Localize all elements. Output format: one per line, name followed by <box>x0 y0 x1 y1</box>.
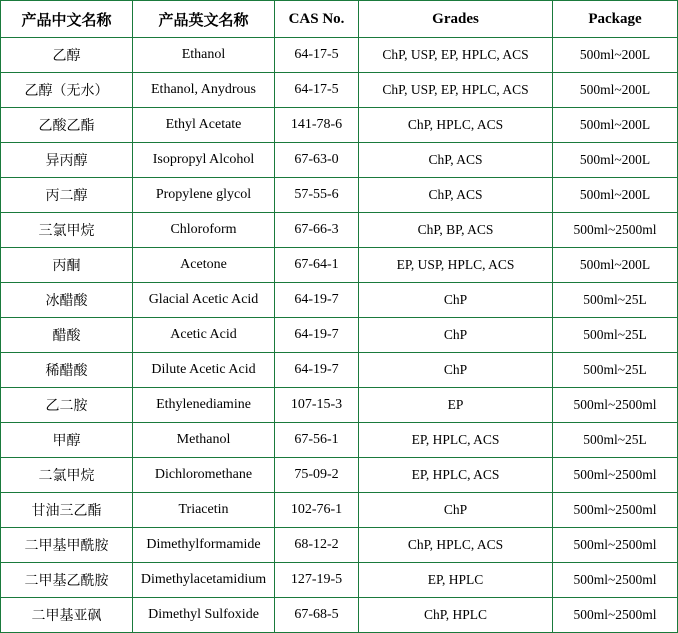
cell-package: 500ml~2500ml <box>553 493 678 528</box>
cell-package: 500ml~2500ml <box>553 458 678 493</box>
cell-chinese-name: 丙二醇 <box>1 178 133 213</box>
cell-cas-no: 64-19-7 <box>275 353 359 388</box>
cell-english-name: Acetone <box>133 248 275 283</box>
cell-cas-no: 67-68-5 <box>275 598 359 633</box>
cell-cas-no: 64-19-7 <box>275 318 359 353</box>
column-header-chinese-name: 产品中文名称 <box>1 1 133 38</box>
column-header-cas-no: CAS No. <box>275 1 359 38</box>
cell-grades: EP, HPLC, ACS <box>359 458 553 493</box>
table-row <box>1 73 678 108</box>
table-row <box>1 108 678 143</box>
column-header-english-name: 产品英文名称 <box>133 1 275 38</box>
column-header-grades: Grades <box>359 1 553 38</box>
cell-chinese-name: 丙酮 <box>1 248 133 283</box>
cell-chinese-name: 甲醇 <box>1 423 133 458</box>
table-header <box>1 1 678 38</box>
cell-package: 500ml~200L <box>553 108 678 143</box>
cell-grades: EP, USP, HPLC, ACS <box>359 248 553 283</box>
cell-chinese-name: 异丙醇 <box>1 143 133 178</box>
cell-english-name: Glacial Acetic Acid <box>133 283 275 318</box>
cell-package: 500ml~2500ml <box>553 598 678 633</box>
cell-cas-no: 64-17-5 <box>275 38 359 73</box>
cell-cas-no: 68-12-2 <box>275 528 359 563</box>
cell-chinese-name: 乙醇（无水） <box>1 73 133 108</box>
table-row <box>1 38 678 73</box>
cell-cas-no: 64-17-5 <box>275 73 359 108</box>
cell-chinese-name: 三氯甲烷 <box>1 213 133 248</box>
cell-package: 500ml~2500ml <box>553 528 678 563</box>
cell-chinese-name: 醋酸 <box>1 318 133 353</box>
cell-package: 500ml~200L <box>553 143 678 178</box>
table-row <box>1 318 678 353</box>
cell-package: 500ml~200L <box>553 38 678 73</box>
cell-english-name: Triacetin <box>133 493 275 528</box>
cell-grades: ChP <box>359 493 553 528</box>
cell-english-name: Ethanol, Anydrous <box>133 73 275 108</box>
table-row <box>1 458 678 493</box>
cell-package: 500ml~200L <box>553 73 678 108</box>
cell-english-name: Dimethyl Sulfoxide <box>133 598 275 633</box>
cell-english-name: Dilute Acetic Acid <box>133 353 275 388</box>
table-row <box>1 178 678 213</box>
table-row <box>1 213 678 248</box>
cell-cas-no: 75-09-2 <box>275 458 359 493</box>
cell-cas-no: 102-76-1 <box>275 493 359 528</box>
cell-english-name: Ethylenediamine <box>133 388 275 423</box>
cell-chinese-name: 冰醋酸 <box>1 283 133 318</box>
table-header-row <box>1 1 678 38</box>
cell-grades: EP, HPLC <box>359 563 553 598</box>
cell-cas-no: 67-64-1 <box>275 248 359 283</box>
cell-english-name: Propylene glycol <box>133 178 275 213</box>
cell-grades: EP <box>359 388 553 423</box>
cell-cas-no: 127-19-5 <box>275 563 359 598</box>
cell-grades: ChP, HPLC, ACS <box>359 528 553 563</box>
table-row <box>1 598 678 633</box>
cell-chinese-name: 二甲基甲酰胺 <box>1 528 133 563</box>
table-row <box>1 563 678 598</box>
cell-chinese-name: 乙酸乙酯 <box>1 108 133 143</box>
cell-chinese-name: 二甲基亚砜 <box>1 598 133 633</box>
table-row <box>1 283 678 318</box>
table-row <box>1 423 678 458</box>
cell-grades: ChP <box>359 318 553 353</box>
cell-grades: ChP, BP, ACS <box>359 213 553 248</box>
cell-package: 500ml~2500ml <box>553 388 678 423</box>
cell-grades: ChP <box>359 353 553 388</box>
cell-cas-no: 107-15-3 <box>275 388 359 423</box>
table-row <box>1 248 678 283</box>
table-row <box>1 528 678 563</box>
cell-grades: ChP, HPLC, ACS <box>359 108 553 143</box>
cell-english-name: Dichloromethane <box>133 458 275 493</box>
cell-grades: ChP, ACS <box>359 178 553 213</box>
cell-cas-no: 57-55-6 <box>275 178 359 213</box>
cell-english-name: Methanol <box>133 423 275 458</box>
cell-package: 500ml~2500ml <box>553 213 678 248</box>
cell-package: 500ml~2500ml <box>553 563 678 598</box>
cell-package: 500ml~200L <box>553 178 678 213</box>
cell-chinese-name: 乙二胺 <box>1 388 133 423</box>
table-row <box>1 388 678 423</box>
cell-grades: ChP <box>359 283 553 318</box>
cell-grades: ChP, USP, EP, HPLC, ACS <box>359 73 553 108</box>
cell-package: 500ml~25L <box>553 353 678 388</box>
table-row <box>1 493 678 528</box>
cell-english-name: Dimethylformamide <box>133 528 275 563</box>
cell-package: 500ml~25L <box>553 423 678 458</box>
cell-english-name: Isopropyl Alcohol <box>133 143 275 178</box>
cell-english-name: Dimethylacetamidium <box>133 563 275 598</box>
table-row <box>1 143 678 178</box>
cell-chinese-name: 稀醋酸 <box>1 353 133 388</box>
cell-package: 500ml~25L <box>553 318 678 353</box>
cell-grades: EP, HPLC, ACS <box>359 423 553 458</box>
cell-chinese-name: 甘油三乙酯 <box>1 493 133 528</box>
cell-cas-no: 64-19-7 <box>275 283 359 318</box>
cell-cas-no: 67-56-1 <box>275 423 359 458</box>
cell-grades: ChP, ACS <box>359 143 553 178</box>
cell-grades: ChP, HPLC <box>359 598 553 633</box>
table-row <box>1 353 678 388</box>
cell-chinese-name: 乙醇 <box>1 38 133 73</box>
cell-english-name: Acetic Acid <box>133 318 275 353</box>
table-body <box>1 38 678 633</box>
cell-cas-no: 67-63-0 <box>275 143 359 178</box>
cell-package: 500ml~25L <box>553 283 678 318</box>
cell-english-name: Ethanol <box>133 38 275 73</box>
cell-cas-no: 67-66-3 <box>275 213 359 248</box>
cell-cas-no: 141-78-6 <box>275 108 359 143</box>
cell-english-name: Ethyl Acetate <box>133 108 275 143</box>
cell-package: 500ml~200L <box>553 248 678 283</box>
cell-english-name: Chloroform <box>133 213 275 248</box>
cell-grades: ChP, USP, EP, HPLC, ACS <box>359 38 553 73</box>
column-header-package: Package <box>553 1 678 38</box>
cell-chinese-name: 二氯甲烷 <box>1 458 133 493</box>
cell-chinese-name: 二甲基乙酰胺 <box>1 563 133 598</box>
